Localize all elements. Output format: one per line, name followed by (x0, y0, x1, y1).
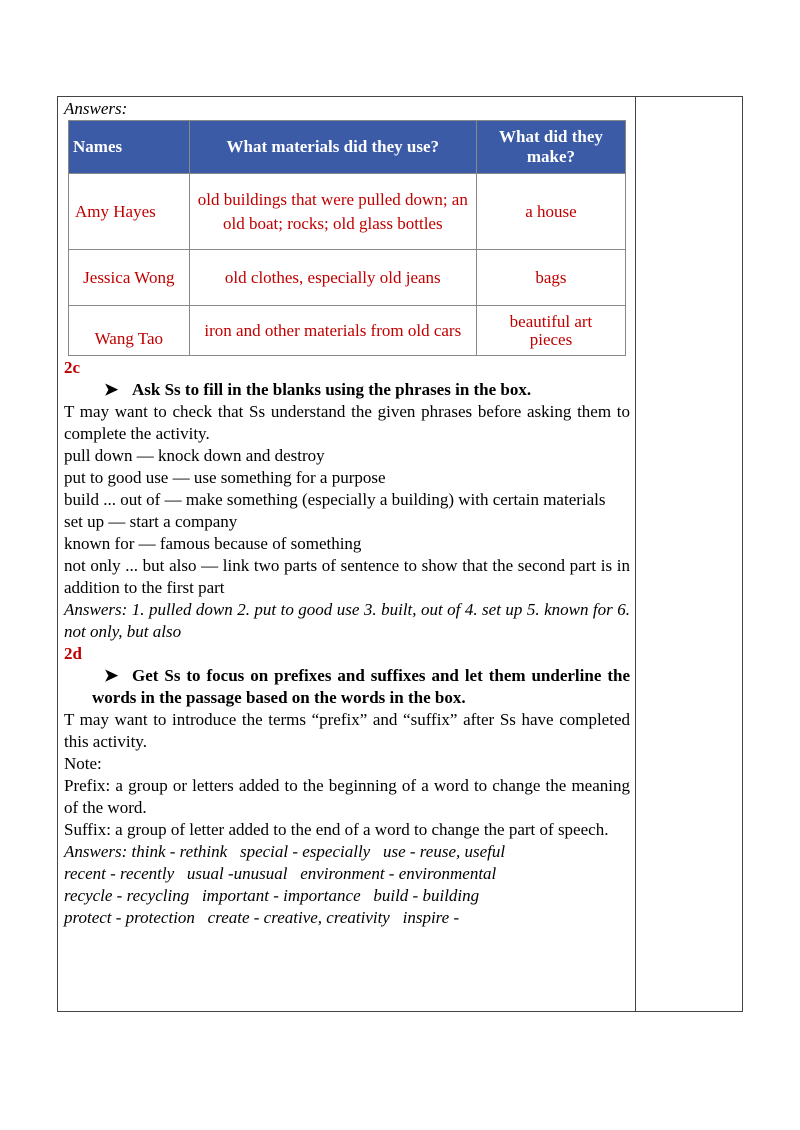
phrase-3: build ... out of — make something (especially a building) with certain materials (64, 490, 606, 509)
bullet-2c (64, 379, 630, 401)
answers-table (68, 120, 626, 356)
intro-2d: T may want to introduce the terms “prefix” and “suffix” after Ss have completed this activity. (64, 710, 630, 751)
phrase-6: not only ... but also — link two parts of sentence to show that the second part is in addition to the first part (64, 556, 630, 597)
header-materials: What materials did they use? (189, 121, 476, 174)
cell-made: bags (476, 250, 625, 306)
phrase-4: set up — start a company (64, 512, 238, 531)
phrase-5: known for — famous because of something (64, 534, 362, 553)
cell-made: beautiful art pieces (476, 306, 625, 356)
arrow-bullet-icon: ➤ (104, 380, 119, 399)
cell-name: Jessica Wong (69, 250, 190, 306)
suffix-definition: Suffix: a group of letter added to the end of a word to change the part of speech. (64, 820, 609, 839)
cell-materials: iron and other materials from old cars (189, 306, 476, 356)
cell-made: a house (476, 174, 625, 250)
answers-2d-line-4: protect - protection create - creative, creativity inspire - (64, 908, 460, 927)
cell-materials: old clothes, especially old jeans (189, 250, 476, 306)
table-header-row (69, 121, 626, 174)
table-row (69, 174, 626, 250)
answers-2d-line-3: recycle - recycling important - importance build - building (64, 886, 480, 905)
heading-2c: 2c (64, 358, 81, 377)
prefix-definition: Prefix: a group or letters added to the beginning of a word to change the meaning of the word. (64, 776, 630, 817)
main-column (64, 98, 630, 120)
phrase-2: put to good use — use something for a purpose (64, 468, 386, 487)
header-made: What did they make? (476, 121, 625, 174)
table-row (69, 306, 626, 356)
heading-2d: 2d (64, 644, 82, 663)
column-divider (635, 96, 636, 1012)
arrow-bullet-icon: ➤ (104, 666, 119, 685)
intro-2c: T may want to check that Ss understand the given phrases before asking them to complete the activity. (64, 402, 630, 443)
section-2c-2d (64, 357, 630, 929)
answers-2d-line-2: recent - recently usual -unusual environment - environmental (64, 864, 497, 883)
cell-name: Wang Tao (69, 306, 190, 356)
bullet-2c-text: Ask Ss to fill in the blanks using the phrases in the box. (132, 380, 532, 399)
bullet-2d (64, 665, 630, 709)
answers-2c: Answers: 1. pulled down 2. put to good use 3. built, out of 4. set up 5. known for 6. not only, but also (64, 600, 630, 641)
header-names: Names (69, 121, 190, 174)
answers-label: Answers: (64, 99, 128, 118)
phrase-1: pull down — knock down and destroy (64, 446, 325, 465)
cell-materials: old buildings that were pulled down; an old boat; rocks; old glass bottles (189, 174, 476, 250)
answers-2d-line-1: Answers: think - rethink special - especially use - reuse, useful (64, 842, 506, 861)
table-row (69, 250, 626, 306)
cell-name: Amy Hayes (69, 174, 190, 250)
note-label: Note: (64, 754, 102, 773)
bullet-2d-text: Get Ss to focus on prefixes and suffixes and let them underline the words in the passage based on the words in the box. (92, 666, 630, 707)
